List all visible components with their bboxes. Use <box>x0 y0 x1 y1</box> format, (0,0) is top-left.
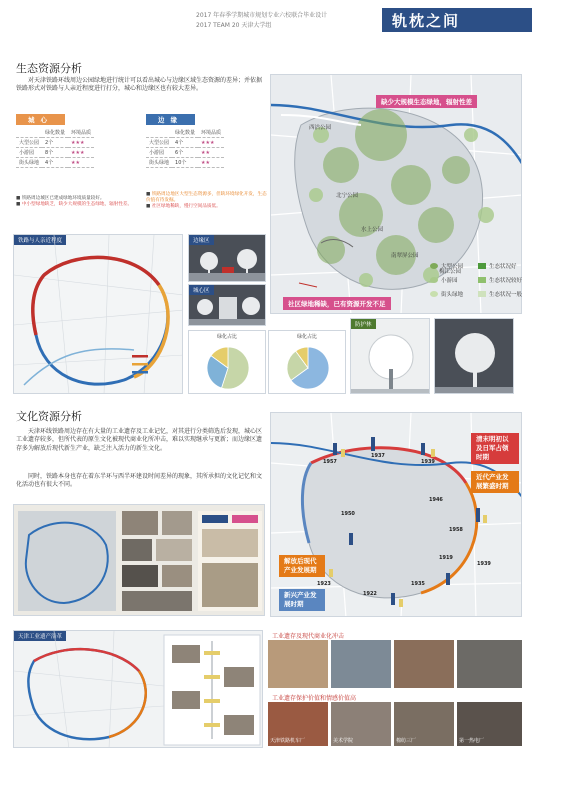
culture-section-title: 文化资源分析 <box>16 410 82 423</box>
legend-swatch <box>430 263 438 269</box>
pie-chart <box>189 331 266 394</box>
table-cell: ★★★ <box>68 138 94 148</box>
city-center-tag: 城心 <box>16 114 65 125</box>
header-team: 2017 TEAM 20 天津大学组 <box>196 22 272 29</box>
table-cell: ★★ <box>68 158 94 168</box>
legend-item <box>478 262 517 270</box>
table-header-row <box>146 128 224 138</box>
note-item: 铁路周边地区大型生态资源多，但缺环境绿化开发，生态价值有待发掘。 <box>146 192 267 203</box>
pie-title: 绿化占比 <box>297 334 318 340</box>
year-label: 1957 <box>323 459 337 465</box>
eco-section-title: 生态资源分析 <box>16 62 82 75</box>
table-cell: 10个 <box>172 158 198 168</box>
pie-chart <box>269 331 346 394</box>
heritage-photo <box>394 702 454 746</box>
district-label: 水上公园 <box>361 227 384 233</box>
legend-label: 街头绿地 <box>441 292 464 298</box>
legend-swatch <box>430 277 438 283</box>
table-cell: 小游园 <box>146 148 172 158</box>
table-header: 绿化数量 <box>42 128 68 138</box>
table-row <box>16 158 94 168</box>
year-label: 1922 <box>363 591 377 597</box>
note-item: 中小型绿地缺乏，缺少大规模的生态绿地，辐射性差。 <box>21 202 133 207</box>
table-cell: 4个 <box>42 158 68 168</box>
table-cell: ★★ <box>198 148 224 158</box>
heritage-photo <box>394 640 454 688</box>
table-cell: 2个 <box>42 138 68 148</box>
city-center-table <box>16 128 94 168</box>
table-row <box>146 158 224 168</box>
rail-proximity-map <box>13 234 183 394</box>
table-cell: 小游园 <box>16 148 42 158</box>
table-cell: 4个 <box>172 138 198 148</box>
section-tag: 边缘区 <box>189 235 214 245</box>
heritage-collage <box>14 505 265 616</box>
heritage-photo <box>331 702 391 746</box>
culture-paragraph-1: 天津环线铁路周边存在有大量的工业遗存及工业记忆，对其进行分类筛选后发现，城心区工业遗存较多，但所代表的原生文化被现代商业化所冲击，难以实现继承与更新；而边缘区遗存多为解放后现代新生产业，缺乏注入活力的新生文化。 <box>16 428 263 452</box>
eco-paragraph: 对天津铁路环线周边公园绿地进行统计可以看出城心与边缘区域生态资源的差异；并依据铁路形式对铁路与人亲近程度进行打分，城心和边缘区也有较大差异。 <box>16 77 263 93</box>
header-subtitle: 2017 年春季学期城市规划专业六校联合毕业设计 <box>196 12 328 19</box>
tree-tag: 防护林 <box>351 319 376 329</box>
rail-loop-graphic <box>14 235 183 394</box>
tree-section-right <box>434 318 514 394</box>
section-tag: 城心区 <box>189 285 214 295</box>
heritage-photo-board <box>13 504 265 616</box>
timeline-title: 天津工业遗产沿革 <box>14 631 66 641</box>
table-row <box>16 138 94 148</box>
rail-proximity-map-title: 铁路与人亲近程度 <box>14 235 66 245</box>
culture-paragraph-2: 同时，铁路本身也存在着东半环与西半环建设时间差异的现象，其所承担的文化记忆和文化活动也有很大不同。 <box>16 473 263 489</box>
legend-item <box>430 290 463 298</box>
center-section-drawing <box>188 284 266 326</box>
table-cell: ★★★ <box>68 148 94 158</box>
legend-label: 大型公园 <box>441 264 464 270</box>
industrial-timeline-map <box>13 630 263 748</box>
year-label: 1950 <box>341 511 355 517</box>
heritage-photo <box>268 702 328 746</box>
brand-title: 轨枕之间 <box>382 8 532 32</box>
year-label: 1937 <box>371 453 385 459</box>
table-row <box>16 148 94 158</box>
district-label: 北宁公园 <box>336 193 359 199</box>
table-row <box>146 138 224 148</box>
year-label: 1939 <box>477 561 491 567</box>
table-cell: ★★ <box>198 158 224 168</box>
table-header <box>16 128 42 138</box>
legend-swatch <box>478 291 486 297</box>
table-header-row <box>16 128 94 138</box>
table-cell: 街头绿地 <box>146 158 172 168</box>
note-item: 铁路周边城区已建成绿地环境质量较好。 <box>21 196 105 201</box>
tree-illustration <box>351 319 430 394</box>
district-label: 西沽公园 <box>309 125 332 131</box>
legend-swatch <box>478 277 486 283</box>
table-header <box>146 128 172 138</box>
legend-label: 生态状况较好 <box>489 278 523 284</box>
photo-caption: 美术学院 <box>333 738 354 744</box>
table-cell: 6个 <box>172 148 198 158</box>
map-callout-bottom: 社区绿地稀缺，已有资源开发不足 <box>283 297 391 310</box>
table-cell: 大型公园 <box>146 138 172 148</box>
district-label: 梅江公园 <box>439 269 462 275</box>
photo-caption: 天津铁路机车厂 <box>270 738 306 744</box>
year-label: 1946 <box>429 497 443 503</box>
legend-item <box>430 276 458 284</box>
heritage-photo <box>457 702 522 746</box>
legend-item <box>430 262 463 270</box>
legend-label: 生态状况好 <box>489 264 517 270</box>
eco-notes-right: ■ 铁路周边地区大型生态资源多，但缺环境绿化开发，生态价值有待发掘。 ■ 社区绿地稀缺，慢行空间品质低。 <box>146 192 267 209</box>
table-cell: 8个 <box>42 148 68 158</box>
note-item: 社区绿地稀缺，慢行空间品质低。 <box>151 204 221 209</box>
legend-item <box>478 276 522 284</box>
legend-swatch <box>478 263 486 269</box>
heritage-photo <box>331 640 391 688</box>
table-header: 环境品质 <box>68 128 94 138</box>
period-callout: 新兴产业发展时期 <box>279 589 325 611</box>
timeline-graphic <box>14 631 263 748</box>
period-callout: 近代产业发展繁盛时期 <box>471 471 519 493</box>
tree-illustration <box>435 319 514 394</box>
year-label: 1923 <box>317 581 331 587</box>
tree-section-left <box>350 318 430 394</box>
period-callout: 解放后现代产业发展期 <box>279 555 325 577</box>
pie-title: 绿化占比 <box>217 334 238 340</box>
legend-swatch <box>430 291 438 297</box>
table-row <box>146 148 224 158</box>
legend-label: 小游园 <box>441 278 458 284</box>
year-label: 1935 <box>411 581 425 587</box>
photo-section-2: 工业遗存保护价值和情感价值高 <box>268 692 360 703</box>
photo-caption: 棉纺三厂 <box>396 738 417 744</box>
heritage-photo <box>457 640 522 688</box>
greening-ratio-left <box>188 330 266 394</box>
year-label: 1939 <box>421 459 435 465</box>
eco-notes-left: ■ 铁路周边城区已建成绿地环境质量较好。 ■ 中小型绿地缺乏，缺少大规模的生态绿地，辐射性差。 <box>16 196 133 207</box>
edge-table <box>146 128 224 168</box>
edge-tag: 边缘 <box>146 114 195 125</box>
section-illustration <box>189 285 266 326</box>
table-header: 绿化数量 <box>172 128 198 138</box>
table-cell: ★★★ <box>198 138 224 148</box>
district-label: 南翠屏公园 <box>391 253 419 259</box>
period-callout: 清末明初以及日军占领时期 <box>471 433 519 464</box>
heritage-photo <box>268 640 328 688</box>
table-cell: 街头绿地 <box>16 158 42 168</box>
map-callout-top: 缺少大规模生态绿地，辐射性差 <box>376 95 477 108</box>
photo-section-1: 工业遗存及现代商业化冲击 <box>268 630 348 641</box>
photo-caption: 第一热电厂 <box>459 738 485 744</box>
greening-ratio-right <box>268 330 346 394</box>
year-label: 1958 <box>449 527 463 533</box>
table-cell: 大型公园 <box>16 138 42 148</box>
section-illustration <box>189 235 266 282</box>
legend-item <box>478 290 522 298</box>
table-header: 环境品质 <box>198 128 224 138</box>
legend-label: 生态状况一般 <box>489 292 523 298</box>
year-label: 1919 <box>439 555 453 561</box>
culture-heritage-map <box>270 412 522 617</box>
edge-section-drawing <box>188 234 266 282</box>
